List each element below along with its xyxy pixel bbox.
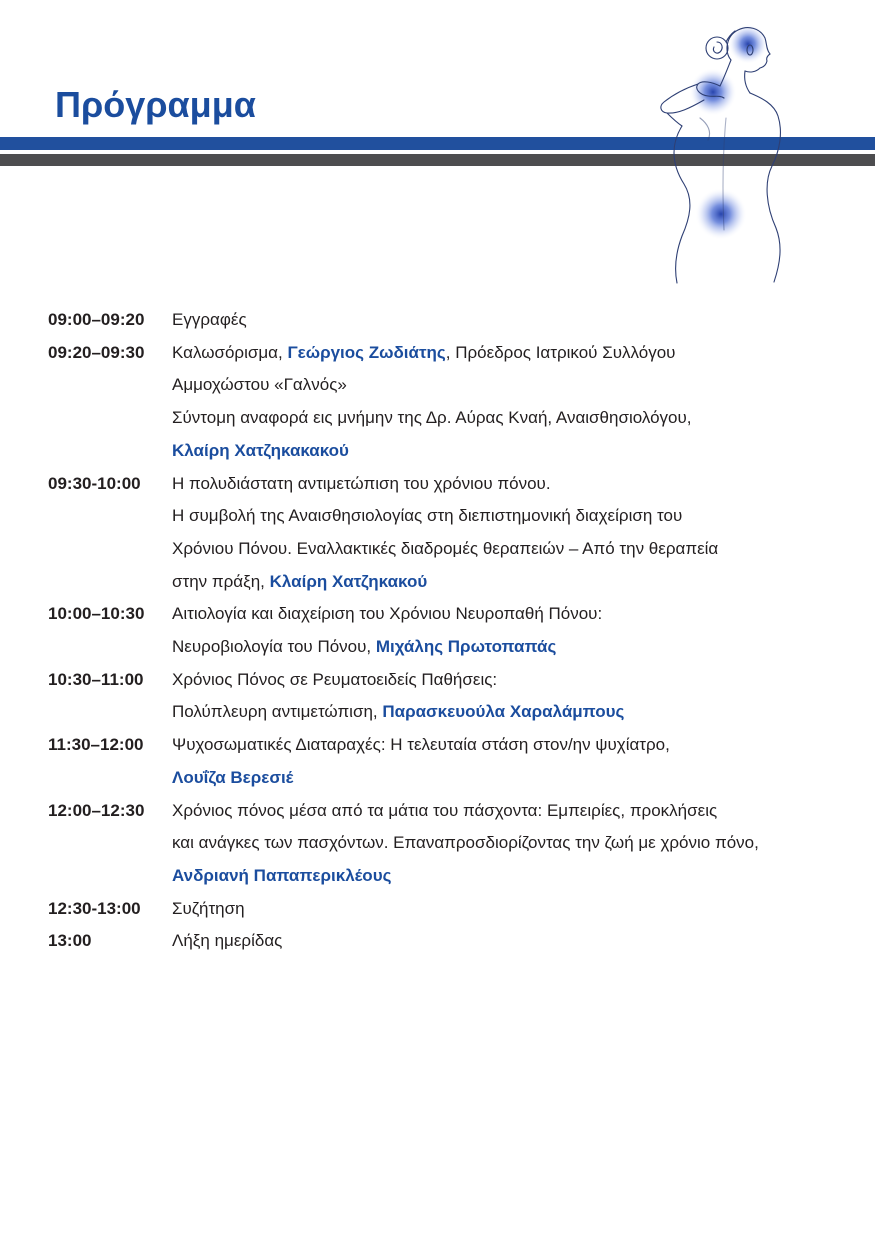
schedule-row bbox=[48, 893, 848, 926]
session-description bbox=[172, 925, 848, 958]
description-line bbox=[172, 860, 848, 893]
description-text: Η πολυδιάστατη αντιμετώπιση του χρόνιου πόνου. bbox=[172, 473, 551, 493]
description-text: Ψυχοσωματικές Διαταραχές: Η τελευταία στάση στον/ην ψυχίατρο, bbox=[172, 735, 670, 755]
speaker-name: Λουΐζα Βερεσιέ bbox=[172, 767, 294, 787]
speaker-name: Κλαίρη Χατζηκακού bbox=[269, 571, 428, 591]
description-line bbox=[172, 631, 848, 664]
description-text: στην πράξη, bbox=[172, 571, 270, 591]
description-text: Συζήτηση bbox=[172, 898, 245, 918]
description-line bbox=[172, 664, 848, 697]
schedule-row bbox=[48, 795, 848, 893]
description-line bbox=[172, 337, 848, 370]
time-slot: 10:00–10:30 bbox=[48, 604, 145, 624]
description-line bbox=[172, 304, 848, 337]
time-slot: 12:30-13:00 bbox=[48, 898, 141, 918]
speaker-name: Κλαίρη Χατζηκακακού bbox=[172, 440, 349, 460]
session-description bbox=[172, 304, 848, 337]
program-schedule bbox=[48, 304, 848, 958]
schedule-row bbox=[48, 304, 848, 337]
time-slot: 12:00–12:30 bbox=[48, 800, 145, 820]
description-text: Αιτιολογία και διαχείριση του Χρόνιου Νευροπαθή Πόνου: bbox=[172, 604, 603, 624]
neck-outline bbox=[745, 71, 750, 93]
description-text: Λήξη ημερίδας bbox=[172, 931, 283, 951]
description-text: Αμμοχώστου «Γαλνός» bbox=[172, 375, 347, 395]
description-line bbox=[172, 369, 848, 402]
schedule-row bbox=[48, 664, 848, 729]
description-line bbox=[172, 533, 848, 566]
description-text: Χρόνιος πόνος μέσα από τα μάτια του πάσχοντα: Εμπειρίες, προκλήσεις bbox=[172, 800, 718, 820]
time-slot: 10:30–11:00 bbox=[48, 669, 144, 689]
description-line bbox=[172, 402, 848, 435]
right-body-outline bbox=[750, 93, 780, 282]
description-line bbox=[172, 893, 848, 926]
time-slot: 11:30–12:00 bbox=[48, 735, 144, 755]
time-slot: 13:00 bbox=[48, 931, 92, 951]
description-text: Χρόνιου Πόνου. Εναλλακτικές διαδρομές θεραπειών – Από την θεραπεία bbox=[172, 538, 719, 558]
description-line bbox=[172, 435, 848, 468]
speaker-name: Ανδριανή Παπαπερικλέους bbox=[172, 865, 392, 885]
schedule-row bbox=[48, 468, 848, 599]
description-line bbox=[172, 729, 848, 762]
time-slot: 09:30-10:00 bbox=[48, 473, 141, 493]
schedule-row bbox=[48, 337, 848, 468]
description-text: , Πρόεδρος Ιατρικού Συλλόγου bbox=[445, 342, 676, 362]
description-text: Νευροβιολογία του Πόνου, bbox=[172, 637, 376, 657]
schedule-row bbox=[48, 925, 848, 958]
pain-spot-lower-back bbox=[695, 188, 747, 240]
session-description bbox=[172, 468, 848, 599]
description-line bbox=[172, 925, 848, 958]
description-line bbox=[172, 762, 848, 795]
session-description bbox=[172, 893, 848, 926]
description-text: Χρόνιος Πόνος σε Ρευματοειδείς Παθήσεις: bbox=[172, 669, 498, 689]
description-line bbox=[172, 827, 848, 860]
description-text: Η συμβολή της Αναισθησιολογίας στη διεπιστημονική διαχείριση του bbox=[172, 506, 683, 526]
pain-spot-head bbox=[728, 24, 768, 64]
hair-bun bbox=[706, 37, 728, 59]
speaker-name: Παρασκευούλα Χαραλάμπους bbox=[382, 702, 625, 722]
session-description bbox=[172, 729, 848, 794]
speaker-name: Γεώργιος Ζωδιάτης bbox=[287, 342, 446, 362]
description-line bbox=[172, 500, 848, 533]
description-line bbox=[172, 795, 848, 828]
session-description bbox=[172, 795, 848, 893]
pain-spot-neck bbox=[689, 68, 737, 116]
left-body-outline bbox=[674, 126, 690, 283]
description-text: Πολύπλευρη αντιμετώπιση, bbox=[172, 702, 383, 722]
description-line bbox=[172, 696, 848, 729]
session-description bbox=[172, 598, 848, 663]
schedule-row bbox=[48, 729, 848, 794]
description-line bbox=[172, 566, 848, 599]
session-description bbox=[172, 664, 848, 729]
description-text: Εγγραφές bbox=[172, 310, 247, 329]
schedule-row bbox=[48, 598, 848, 663]
description-line bbox=[172, 598, 848, 631]
time-slot: 09:00–09:20 bbox=[48, 310, 145, 329]
description-text: Καλωσόρισμα, bbox=[172, 342, 288, 362]
session-description bbox=[172, 337, 848, 468]
description-text: και ανάγκες των πασχόντων. Επαναπροσδιορίζοντας την ζωή με χρόνιο πόνο, bbox=[172, 833, 759, 853]
page-title: Πρόγραμμα bbox=[55, 84, 256, 125]
speaker-name: Μιχάλης Πρωτοπαπάς bbox=[375, 637, 557, 657]
woman-back-pain-icon bbox=[640, 18, 810, 288]
description-text: Σύντομη αναφορά εις μνήμην της Δρ. Αύρας Κναή, Αναισθησιολόγου, bbox=[172, 408, 692, 428]
time-slot: 09:20–09:30 bbox=[48, 342, 145, 362]
description-line bbox=[172, 468, 848, 501]
